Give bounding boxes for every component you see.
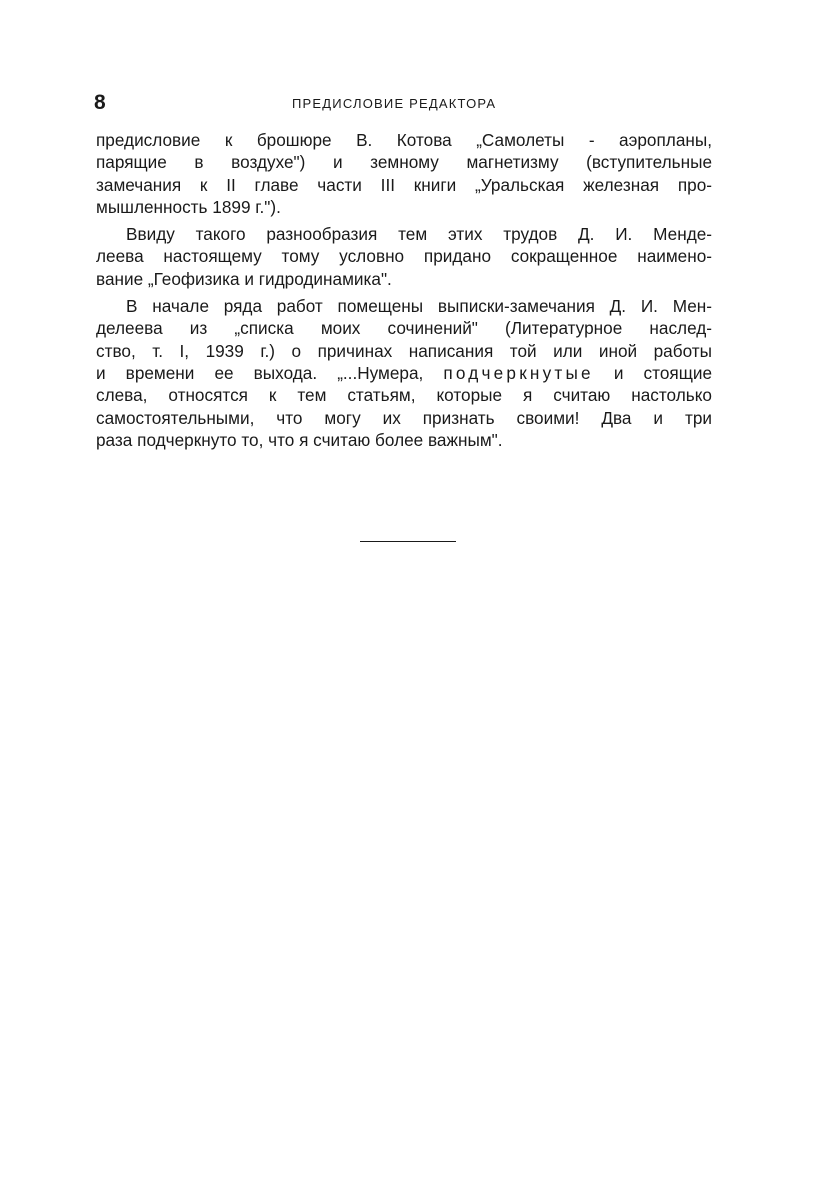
text-line: замечания к II главе части III книги „Уральская железная про- bbox=[96, 174, 712, 195]
body-text bbox=[96, 129, 712, 456]
page-header bbox=[94, 91, 714, 115]
running-head: ПРЕДИСЛОВИЕ РЕДАКТОРА bbox=[292, 96, 497, 111]
text-line: слева, относятся к тем статьям, которые я считаю настолько bbox=[96, 385, 712, 406]
text-line: леева настоящему тому условно придано сокращенное наимено- bbox=[96, 246, 712, 267]
text-line: вание „Геофизика и гидродинамика". bbox=[96, 268, 392, 289]
spaced-emphasis: подчеркнутые bbox=[443, 362, 594, 383]
line-part: и времени ее выхода. „...Нумера, bbox=[96, 362, 444, 383]
text-line-with-emphasis bbox=[96, 362, 712, 384]
page-number: 8 bbox=[94, 91, 106, 114]
paragraph-1 bbox=[96, 129, 712, 218]
paragraph-3 bbox=[96, 295, 712, 451]
paragraph-2 bbox=[96, 223, 712, 290]
line-part: и стоящие bbox=[593, 362, 712, 383]
text-line: мышленность 1899 г."). bbox=[96, 196, 281, 217]
text-line: парящие в воздухе") и земному магнетизму (вступительные bbox=[96, 152, 712, 173]
text-line: ство, т. I, 1939 г.) о причинах написания той или иной работы bbox=[96, 340, 712, 361]
text-line: самостоятельными, что могу их признать своими! Два и три bbox=[96, 407, 712, 428]
text-line: Ввиду такого разнообразия тем этих трудов Д. И. Менде- bbox=[126, 224, 712, 245]
text-line: В начале ряда работ помещены выписки-замечания Д. И. Мен- bbox=[126, 296, 712, 317]
section-end-rule bbox=[360, 541, 456, 542]
text-line: делеева из „списка моих сочинений" (Литературное наслед- bbox=[96, 318, 712, 339]
text-line: предисловие к брошюре В. Котова „Самолеты - аэропланы, bbox=[96, 130, 712, 150]
text-line: раза подчеркнуто то, что я считаю более важным". bbox=[96, 429, 503, 450]
